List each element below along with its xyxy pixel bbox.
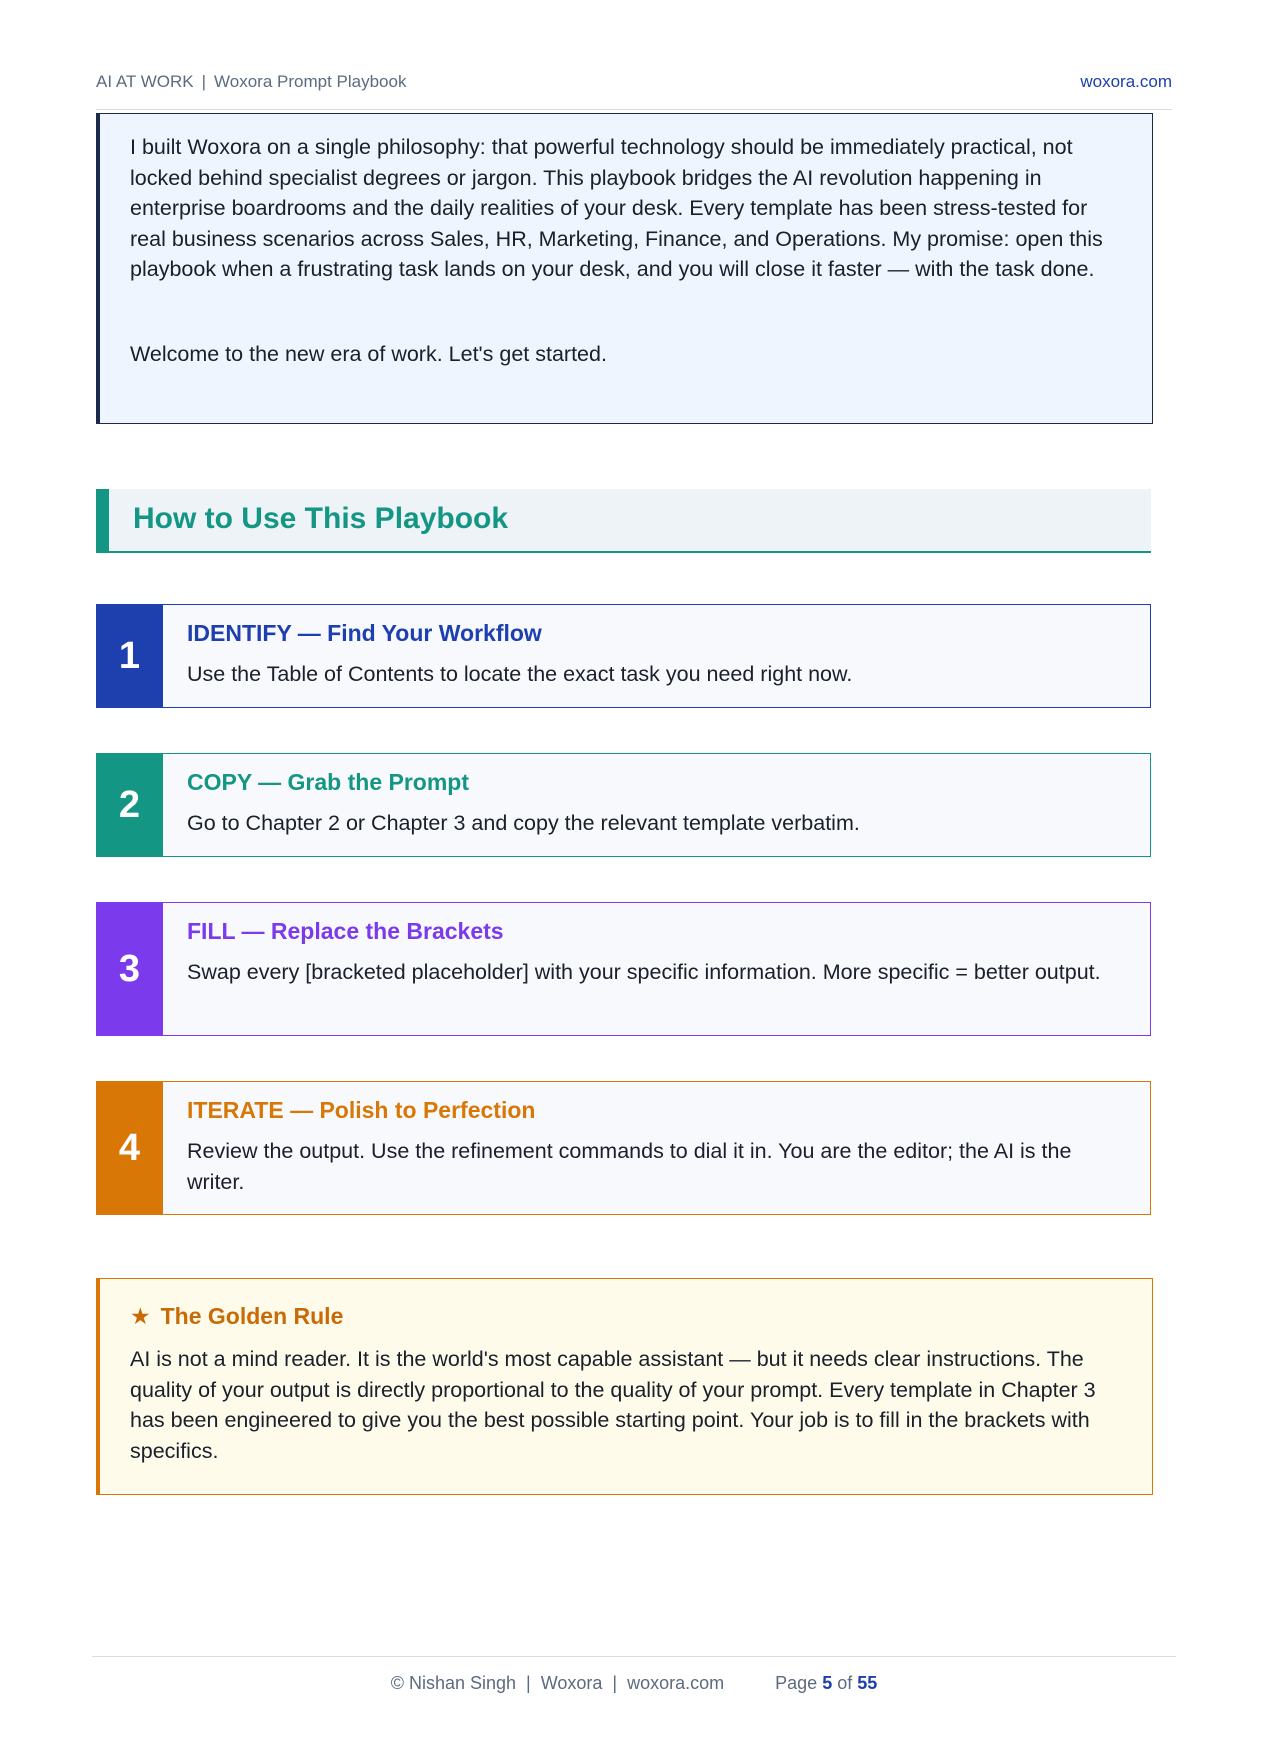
star-icon: ★ [130, 1303, 151, 1329]
page-indicator [775, 1673, 877, 1693]
section-title: How to Use This Playbook [133, 502, 509, 535]
section-heading [96, 489, 1151, 553]
step-body [163, 604, 1151, 708]
step-card-3 [96, 902, 1151, 1036]
step-body [163, 902, 1151, 1036]
step-title: FILL — Replace the Brackets [187, 918, 504, 944]
step-text: Go to Chapter 2 or Chapter 3 and copy the relevant template verbatim. [187, 811, 860, 835]
page-of: of [837, 1673, 853, 1693]
intro-welcome: Welcome to the new era of work. Let's get started. [130, 341, 607, 366]
page-label: Page [775, 1673, 818, 1693]
header-doc-title: Woxora Prompt Playbook [214, 72, 407, 91]
step-body [163, 1081, 1151, 1215]
step-number: 2 [96, 753, 163, 857]
header-separator: | [201, 72, 207, 91]
footer-site-link[interactable]: woxora.com [627, 1673, 725, 1693]
step-text: Review the output. Use the refinement commands to dial it in. You are the editor; the AI is the writer. [187, 1139, 1072, 1194]
step-title: COPY — Grab the Prompt [187, 769, 470, 795]
step-text: Swap every [bracketed placeholder] with your specific information. More specific = better output. [187, 960, 1101, 984]
page-total: 55 [857, 1673, 878, 1693]
header-title [96, 72, 406, 92]
header-brand: AI AT WORK [96, 72, 194, 91]
step-card-2 [96, 753, 1151, 857]
footer-brand: Woxora [540, 1673, 603, 1693]
step-number: 4 [96, 1081, 163, 1215]
header-site-link[interactable]: woxora.com [1080, 72, 1172, 91]
step-number: 1 [96, 604, 163, 708]
golden-rule-title: The Golden Rule [160, 1303, 344, 1329]
footer-separator: | [612, 1673, 618, 1693]
golden-rule-text: AI is not a mind reader. It is the world's most capable assistant — but it needs clear instructions. The quality of your output is directly proportional to the quality of your prompt. Every template in Chapter 3 has been engineered to give you the best possible starting point. Your job is to fill in the brackets with specifics. [130, 1347, 1096, 1463]
intro-paragraph: I built Woxora on a single philosophy: that powerful technology should be immediately practical, not locked behind specialist degrees or jargon. This playbook bridges the AI revolution happening in enterprise boardrooms and the daily realities of your desk. Every template has been stress-tested for real business scenarios across Sales, HR, Marketing, Finance, and Operations. My promise: open this playbook when a frustrating task lands on your desk, and you will close it faster — with the task done. [130, 135, 1103, 281]
footer-copyright: © Nishan Singh [390, 1673, 517, 1693]
step-title: ITERATE — Polish to Perfection [187, 1097, 536, 1123]
page-footer [92, 1656, 1176, 1694]
step-number: 3 [96, 902, 163, 1036]
intro-callout [96, 113, 1153, 424]
step-body [163, 753, 1151, 857]
footer-separator: | [526, 1673, 531, 1693]
golden-rule-heading [130, 1303, 1122, 1330]
golden-rule-callout [96, 1278, 1153, 1495]
page-current: 5 [822, 1673, 833, 1693]
step-card-1 [96, 604, 1151, 708]
step-title: IDENTIFY — Find Your Workflow [187, 620, 542, 646]
step-text: Use the Table of Contents to locate the exact task you need right now. [187, 662, 853, 686]
step-card-4 [96, 1081, 1151, 1215]
page-header [96, 72, 1172, 110]
